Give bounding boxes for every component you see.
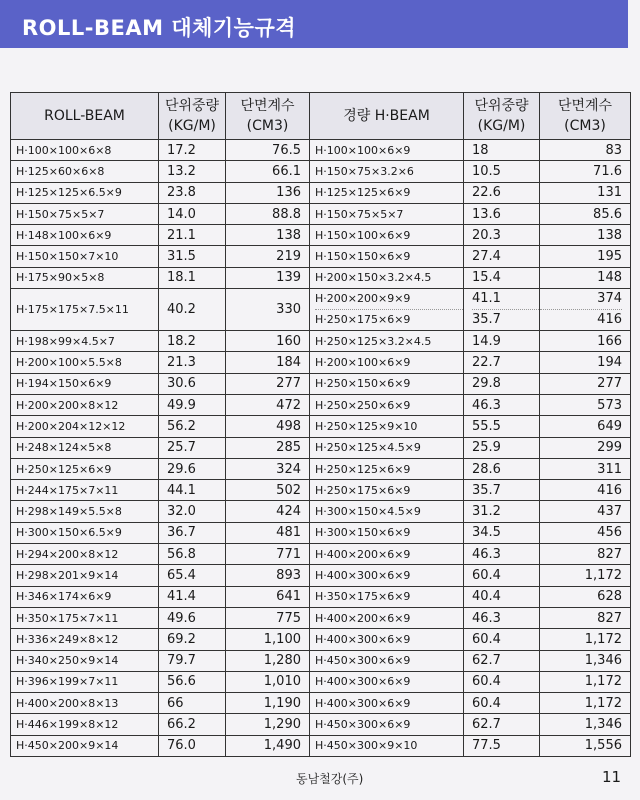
h-beam-weight: 25.9 (464, 437, 540, 458)
roll-beam-spec: H·198×99×4.5×7 (11, 331, 159, 352)
h-beam-modulus: 71.6 (540, 161, 631, 182)
roll-beam-modulus: 88.8 (226, 203, 310, 224)
roll-beam-spec: H·250×125×6×9 (11, 458, 159, 479)
roll-beam-weight: 29.6 (159, 458, 226, 479)
roll-beam-weight: 66.2 (159, 714, 226, 735)
h-beam-modulus: 1,172 (540, 671, 631, 692)
table-row (11, 501, 631, 522)
roll-beam-modulus: 138 (226, 225, 310, 246)
roll-beam-weight: 41.4 (159, 586, 226, 607)
h-beam-modulus: 299 (540, 437, 631, 458)
table-row (11, 565, 631, 586)
roll-beam-modulus: 775 (226, 607, 310, 628)
roll-beam-weight: 65.4 (159, 565, 226, 586)
h-beam-modulus: 456 (540, 522, 631, 543)
h-beam-modulus: 1,346 (540, 650, 631, 671)
h-beam-modulus: 194 (540, 352, 631, 373)
spec-table (10, 92, 631, 757)
h-beam-weight: 13.6 (464, 203, 540, 224)
roll-beam-modulus: 277 (226, 373, 310, 394)
table-row (11, 416, 631, 437)
roll-beam-modulus: 771 (226, 544, 310, 565)
table-row (11, 246, 631, 267)
roll-beam-spec: H·300×150×6.5×9 (11, 522, 159, 543)
roll-beam-modulus: 66.1 (226, 161, 310, 182)
roll-beam-spec: H·175×90×5×8 (11, 267, 159, 288)
roll-beam-modulus: 1,190 (226, 693, 310, 714)
roll-beam-modulus: 502 (226, 480, 310, 501)
roll-beam-spec: H·298×201×9×14 (11, 565, 159, 586)
h-beam-spec: H·400×300×6×9 (310, 629, 464, 650)
roll-beam-spec: H·450×200×9×14 (11, 735, 159, 756)
roll-beam-spec: H·336×249×8×12 (11, 629, 159, 650)
roll-beam-spec: H·396×199×7×11 (11, 671, 159, 692)
page-number: 11 (602, 768, 622, 786)
h-beam-modulus-line: 416 (540, 309, 622, 330)
company-name: 동남철강(주) (296, 772, 364, 786)
h-beam-modulus: 1,172 (540, 565, 631, 586)
h-beam-spec: H·300×150×6×9 (310, 522, 464, 543)
roll-beam-spec: H·148×100×6×9 (11, 225, 159, 246)
roll-beam-modulus: 1,100 (226, 629, 310, 650)
h-beam-modulus: 195 (540, 246, 631, 267)
roll-beam-weight: 44.1 (159, 480, 226, 501)
table-row (11, 161, 631, 182)
h-beam-weight-line: 41.1 (472, 291, 501, 307)
h-beam-modulus-line: 374 (597, 291, 622, 307)
table-row (11, 458, 631, 479)
title-bar (0, 0, 628, 48)
roll-beam-spec: H·400×200×8×13 (11, 693, 159, 714)
table-row (11, 352, 631, 373)
h-beam-spec: H·400×200×6×9 (310, 544, 464, 565)
roll-beam-modulus: 139 (226, 267, 310, 288)
table-row (11, 714, 631, 735)
h-beam-modulus: 131 (540, 182, 631, 203)
roll-beam-weight: 56.6 (159, 671, 226, 692)
roll-beam-modulus: 285 (226, 437, 310, 458)
h-beam-spec: H·150×75×3.2×6 (310, 161, 464, 182)
h-beam-modulus: 148 (540, 267, 631, 288)
roll-beam-modulus: 424 (226, 501, 310, 522)
roll-beam-weight: 14.0 (159, 203, 226, 224)
roll-beam-weight: 13.2 (159, 161, 226, 182)
roll-beam-modulus: 76.5 (226, 140, 310, 161)
h-beam-weight: 46.3 (464, 607, 540, 628)
roll-beam-spec: H·298×149×5.5×8 (11, 501, 159, 522)
roll-beam-weight: 18.1 (159, 267, 226, 288)
h-beam-modulus: 277 (540, 373, 631, 394)
h-beam-spec: H·400×300×6×9 (310, 565, 464, 586)
roll-beam-modulus: 472 (226, 394, 310, 415)
table-row (11, 225, 631, 246)
table-row (11, 629, 631, 650)
h-beam-weight: 31.2 (464, 501, 540, 522)
h-beam-weight-line: 35.7 (472, 309, 539, 330)
col-hb-section-modulus: 단면계수 (CM3) (540, 93, 631, 140)
h-beam-modulus: 311 (540, 458, 631, 479)
h-beam-weight: 28.6 (464, 458, 540, 479)
h-beam-weight: 60.4 (464, 693, 540, 714)
page-title: ROLL-BEAM 대체기능규격 (22, 16, 297, 40)
h-beam-modulus: 1,172 (540, 693, 631, 714)
h-beam-spec: H·450×300×9×10 (310, 735, 464, 756)
roll-beam-weight: 31.5 (159, 246, 226, 267)
h-beam-spec: H·100×100×6×9 (310, 140, 464, 161)
roll-beam-modulus: 219 (226, 246, 310, 267)
roll-beam-modulus: 641 (226, 586, 310, 607)
table-row (11, 331, 631, 352)
h-beam-modulus: 827 (540, 544, 631, 565)
h-beam-weight: 77.5 (464, 735, 540, 756)
h-beam-weight (464, 289, 540, 331)
h-beam-weight: 20.3 (464, 225, 540, 246)
h-beam-modulus: 573 (540, 394, 631, 415)
h-beam-spec: H·450×300×6×9 (310, 650, 464, 671)
roll-beam-spec: H·294×200×8×12 (11, 544, 159, 565)
roll-beam-weight: 25.7 (159, 437, 226, 458)
roll-beam-weight: 36.7 (159, 522, 226, 543)
h-beam-spec: H·150×75×5×7 (310, 203, 464, 224)
h-beam-spec: H·150×150×6×9 (310, 246, 464, 267)
h-beam-spec: H·150×100×6×9 (310, 225, 464, 246)
table-row (11, 522, 631, 543)
h-beam-weight: 62.7 (464, 714, 540, 735)
roll-beam-weight: 56.2 (159, 416, 226, 437)
roll-beam-weight: 49.6 (159, 607, 226, 628)
roll-beam-modulus: 136 (226, 182, 310, 203)
col-light-h-beam: 경량 H·BEAM (310, 93, 464, 140)
roll-beam-weight: 21.3 (159, 352, 226, 373)
roll-beam-modulus: 498 (226, 416, 310, 437)
h-beam-weight: 29.8 (464, 373, 540, 394)
roll-beam-modulus: 893 (226, 565, 310, 586)
roll-beam-modulus: 1,280 (226, 650, 310, 671)
table-row (11, 289, 631, 331)
table-row (11, 544, 631, 565)
roll-beam-modulus: 330 (226, 289, 310, 331)
h-beam-weight: 22.7 (464, 352, 540, 373)
roll-beam-spec: H·125×125×6.5×9 (11, 182, 159, 203)
roll-beam-spec: H·125×60×6×8 (11, 161, 159, 182)
col-rb-unit-weight: 단위중량 (KG/M) (159, 93, 226, 140)
h-beam-weight: 10.5 (464, 161, 540, 182)
h-beam-weight: 14.9 (464, 331, 540, 352)
roll-beam-spec: H·150×150×7×10 (11, 246, 159, 267)
roll-beam-spec: H·248×124×5×8 (11, 437, 159, 458)
roll-beam-spec: H·175×175×7.5×11 (11, 289, 159, 331)
h-beam-spec: H·250×175×6×9 (310, 480, 464, 501)
roll-beam-weight: 18.2 (159, 331, 226, 352)
roll-beam-spec: H·446×199×8×12 (11, 714, 159, 735)
roll-beam-weight: 30.6 (159, 373, 226, 394)
h-beam-modulus: 827 (540, 607, 631, 628)
h-beam-modulus: 85.6 (540, 203, 631, 224)
h-beam-spec: H·250×250×6×9 (310, 394, 464, 415)
table-row (11, 437, 631, 458)
h-beam-weight: 46.3 (464, 544, 540, 565)
roll-beam-modulus: 160 (226, 331, 310, 352)
roll-beam-spec: H·150×75×5×7 (11, 203, 159, 224)
roll-beam-weight: 40.2 (159, 289, 226, 331)
h-beam-weight: 22.6 (464, 182, 540, 203)
h-beam-spec: H·400×300×6×9 (310, 671, 464, 692)
h-beam-modulus: 628 (540, 586, 631, 607)
h-beam-modulus: 437 (540, 501, 631, 522)
roll-beam-spec: H·350×175×7×11 (11, 607, 159, 628)
h-beam-modulus: 1,346 (540, 714, 631, 735)
table-row (11, 650, 631, 671)
roll-beam-weight: 79.7 (159, 650, 226, 671)
table-row (11, 693, 631, 714)
roll-beam-weight: 23.8 (159, 182, 226, 203)
h-beam-weight: 55.5 (464, 416, 540, 437)
table-row (11, 394, 631, 415)
h-beam-weight: 35.7 (464, 480, 540, 501)
h-beam-spec: H·250×125×4.5×9 (310, 437, 464, 458)
table-row (11, 607, 631, 628)
table-row (11, 203, 631, 224)
h-beam-modulus: 416 (540, 480, 631, 501)
h-beam-modulus: 83 (540, 140, 631, 161)
roll-beam-weight: 21.1 (159, 225, 226, 246)
h-beam-spec: H·250×150×6×9 (310, 373, 464, 394)
col-hb-unit-weight: 단위중량 (KG/M) (464, 93, 540, 140)
h-beam-weight: 46.3 (464, 394, 540, 415)
roll-beam-modulus: 1,010 (226, 671, 310, 692)
roll-beam-weight: 32.0 (159, 501, 226, 522)
h-beam-spec-line: H·200×200×9×9 (315, 292, 411, 306)
roll-beam-weight: 17.2 (159, 140, 226, 161)
roll-beam-spec: H·340×250×9×14 (11, 650, 159, 671)
roll-beam-spec: H·194×150×6×9 (11, 373, 159, 394)
h-beam-spec: H·200×150×3.2×4.5 (310, 267, 464, 288)
h-beam-spec: H·300×150×4.5×9 (310, 501, 464, 522)
roll-beam-modulus: 1,290 (226, 714, 310, 735)
roll-beam-modulus: 481 (226, 522, 310, 543)
roll-beam-weight: 69.2 (159, 629, 226, 650)
h-beam-spec-line: H·250×175×6×9 (315, 309, 463, 330)
h-beam-weight: 27.4 (464, 246, 540, 267)
roll-beam-weight: 76.0 (159, 735, 226, 756)
h-beam-weight: 60.4 (464, 671, 540, 692)
h-beam-spec: H·125×125×6×9 (310, 182, 464, 203)
h-beam-modulus: 138 (540, 225, 631, 246)
h-beam-spec: H·450×300×6×9 (310, 714, 464, 735)
col-rb-section-modulus: 단면계수 (CM3) (226, 93, 310, 140)
h-beam-spec: H·250×125×9×10 (310, 416, 464, 437)
table-row (11, 267, 631, 288)
roll-beam-spec: H·200×204×12×12 (11, 416, 159, 437)
table-row (11, 140, 631, 161)
h-beam-weight: 60.4 (464, 629, 540, 650)
h-beam-weight: 15.4 (464, 267, 540, 288)
h-beam-modulus: 166 (540, 331, 631, 352)
roll-beam-weight: 49.9 (159, 394, 226, 415)
table-row (11, 671, 631, 692)
roll-beam-spec: H·200×100×5.5×8 (11, 352, 159, 373)
h-beam-spec: H·200×100×6×9 (310, 352, 464, 373)
h-beam-modulus: 1,172 (540, 629, 631, 650)
h-beam-weight: 40.4 (464, 586, 540, 607)
roll-beam-weight: 66 (159, 693, 226, 714)
h-beam-modulus: 649 (540, 416, 631, 437)
h-beam-spec: H·400×300×6×9 (310, 693, 464, 714)
table-row (11, 373, 631, 394)
roll-beam-weight: 56.8 (159, 544, 226, 565)
table-row (11, 182, 631, 203)
table-row (11, 735, 631, 756)
h-beam-modulus: 1,556 (540, 735, 631, 756)
h-beam-weight: 60.4 (464, 565, 540, 586)
h-beam-weight: 62.7 (464, 650, 540, 671)
roll-beam-spec: H·100×100×6×8 (11, 140, 159, 161)
h-beam-spec: H·250×125×6×9 (310, 458, 464, 479)
col-roll-beam: ROLL-BEAM (11, 93, 159, 140)
table-row (11, 480, 631, 501)
header-row (11, 93, 631, 140)
table-row (11, 586, 631, 607)
roll-beam-modulus: 1,490 (226, 735, 310, 756)
h-beam-weight: 34.5 (464, 522, 540, 543)
h-beam-spec: H·400×200×6×9 (310, 607, 464, 628)
h-beam-spec (310, 289, 464, 331)
roll-beam-modulus: 324 (226, 458, 310, 479)
roll-beam-modulus: 184 (226, 352, 310, 373)
h-beam-spec: H·250×125×3.2×4.5 (310, 331, 464, 352)
roll-beam-spec: H·244×175×7×11 (11, 480, 159, 501)
h-beam-weight: 18 (464, 140, 540, 161)
h-beam-modulus (540, 289, 631, 331)
roll-beam-spec: H·346×174×6×9 (11, 586, 159, 607)
roll-beam-spec: H·200×200×8×12 (11, 394, 159, 415)
h-beam-spec: H·350×175×6×9 (310, 586, 464, 607)
